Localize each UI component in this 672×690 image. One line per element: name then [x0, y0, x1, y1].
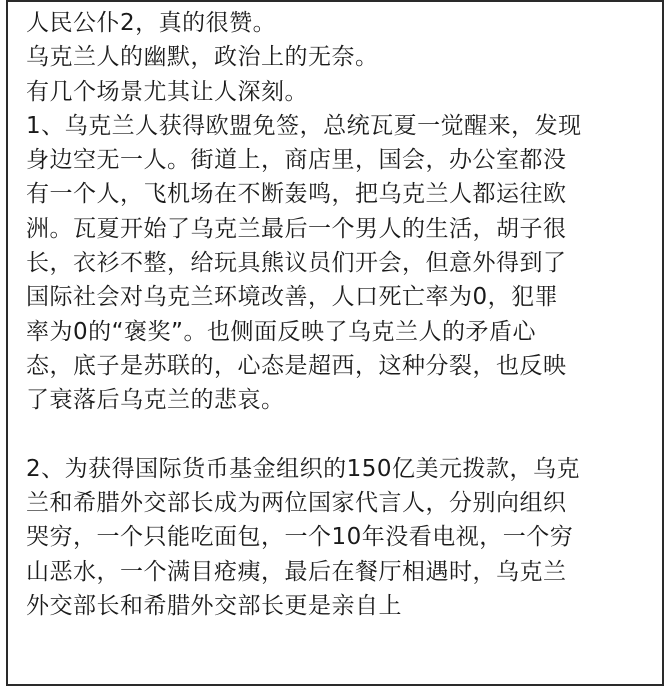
- text-line: 兰和希腊外交部长成为两位国家代言人，分别向组织: [26, 490, 567, 517]
- paragraph-gap: [26, 418, 646, 452]
- text-line: 长，衣衫不整，给玩具熊议员们开会，但意外得到了: [26, 250, 567, 277]
- text-line: 率为0的“褒奖”。也侧面反映了乌克兰人的矛盾心: [26, 318, 536, 345]
- text-line: 有几个场景尤其让人深刻。: [26, 78, 308, 105]
- post-text: [26, 6, 646, 623]
- text-line: 2、为获得国际货币基金组织的150亿美元拨款，乌克: [26, 455, 581, 482]
- text-line: 了衰落后乌克兰的悲哀。: [26, 387, 285, 414]
- text-line: 哭穷，一个只能吃面包，一个10年没看电视，一个穷: [26, 524, 574, 551]
- text-line: 外交部长和希腊外交部长更是亲自上: [26, 593, 402, 620]
- text-line: 1、乌克兰人获得欧盟免签，总统瓦夏一觉醒来，发现: [26, 112, 582, 139]
- text-line: 人民公仆2，真的很赞。: [26, 10, 277, 36]
- text-line: 有一个人，飞机场在不断轰鸣，把乌克兰人都运往欧: [26, 181, 567, 208]
- text-line: 山恶水，一个满目疮痍，最后在餐厅相遇时，乌克兰: [26, 558, 567, 585]
- text-line: 态，底子是苏联的，心态是超西，这种分裂，也反映: [26, 352, 567, 379]
- text-line: 乌克兰人的幽默，政治上的无奈。: [26, 44, 379, 71]
- post-frame: [6, 0, 664, 686]
- text-line: 身边空无一人。街道上，商店里，国会，办公室都没: [26, 147, 567, 174]
- text-line: 国际社会对乌克兰环境改善，人口死亡率为0，犯罪: [26, 284, 559, 311]
- text-line: 洲。瓦夏开始了乌克兰最后一个男人的生活，胡子很: [26, 215, 567, 242]
